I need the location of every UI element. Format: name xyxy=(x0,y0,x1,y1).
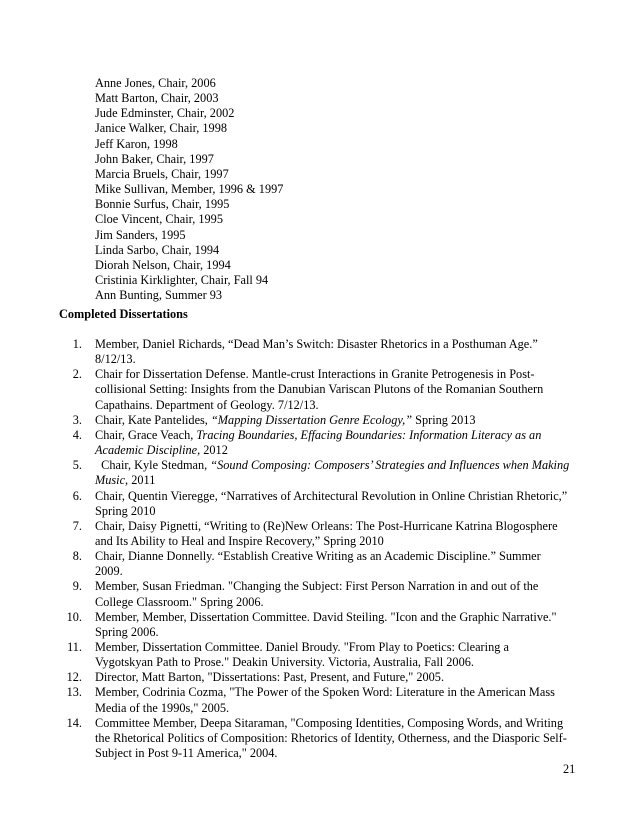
item-line: Chair for Dissertation Defense. Mantle-crust Interactions in Granite Petrogenesis in Post- xyxy=(95,367,535,382)
chair-entry: Jeff Karon, 1998 xyxy=(95,136,178,151)
item-line: and Its Ability to Heal and Inspire Recovery,” Spring 2010 xyxy=(95,533,384,548)
item-number: 8. xyxy=(72,549,82,564)
item-title: Academic Discipline, xyxy=(95,443,201,458)
chair-entry: Linda Sarbo, Chair, 1994 xyxy=(95,242,220,257)
chair-entry: Janice Walker, Chair, 1998 xyxy=(95,121,227,136)
item-number: 2. xyxy=(72,367,82,382)
item-number: 13. xyxy=(66,685,82,700)
item-line: Spring 2006. xyxy=(95,624,159,639)
item-title: Tracing Boundaries, Effacing Boundaries: Information Literacy as an xyxy=(196,427,542,442)
chair-entry: Matt Barton, Chair, 2003 xyxy=(95,91,219,106)
item-line: Member, Member, Dissertation Committee. David Steiling. "Icon and the Graphic Narrative." xyxy=(95,609,557,624)
chair-entry: Mike Sullivan, Member, 1996 & 1997 xyxy=(95,182,284,197)
item-number: 5. xyxy=(72,458,82,473)
chair-entry: Marcia Bruels, Chair, 1997 xyxy=(95,166,229,181)
item-line xyxy=(95,413,583,428)
item-number: 12. xyxy=(66,670,82,685)
chair-entry: Cloe Vincent, Chair, 1995 xyxy=(95,212,223,227)
item-number: 10. xyxy=(66,609,82,624)
item-line: Chair, Quentin Vieregge, “Narratives of Architectural Revolution in Online Christian Rhetoric,” xyxy=(95,488,568,503)
item-line: 8/12/13. xyxy=(95,352,136,367)
item-line: Director, Matt Barton, "Dissertations: Past, Present, and Future," 2005. xyxy=(95,670,445,685)
item-title: Music, xyxy=(95,473,129,488)
item-line: Member, Daniel Richards, “Dead Man’s Switch: Disaster Rhetorics in a Posthuman Age.” xyxy=(95,337,538,351)
chair-list xyxy=(95,76,283,303)
item-text: Chair, Kyle Stedman, xyxy=(95,458,211,473)
item-number: 7. xyxy=(72,518,82,533)
item-line: 2009. xyxy=(95,564,123,579)
chair-entry: Jude Edminster, Chair, 2002 xyxy=(95,106,235,121)
item-line xyxy=(95,458,583,473)
chair-entry: Anne Jones, Chair, 2006 xyxy=(95,76,216,90)
item-date: 2012 xyxy=(200,443,228,458)
chair-entry: Bonnie Surfus, Chair, 1995 xyxy=(95,197,230,212)
item-text: Chair, Grace Veach, xyxy=(95,427,197,442)
item-date: 2011 xyxy=(128,473,156,488)
item-date: Spring 2013 xyxy=(412,412,476,427)
item-number: 6. xyxy=(72,488,82,503)
page-number: 21 xyxy=(563,762,576,776)
item-number: 3. xyxy=(72,412,82,427)
item-line: Member, Codrinia Cozma, "The Power of the Spoken Word: Literature in the American Mass xyxy=(95,685,555,700)
chair-entry: Cristinia Kirklighter, Chair, Fall 94 xyxy=(95,273,269,288)
item-line: Member, Susan Friedman. "Changing the Subject: First Person Narration in and out of the xyxy=(95,579,539,594)
item-line: Media of the 1990s," 2005. xyxy=(95,700,230,715)
chair-entry: Ann Bunting, Summer 93 xyxy=(95,288,223,303)
item-line: Vygotskyan Path to Prose." Deakin University. Victoria, Australia, Fall 2006. xyxy=(95,655,474,670)
item-line: Chair, Daisy Pignetti, “Writing to (Re)New Orleans: The Post-Hurricane Katrina Blogosphere xyxy=(95,518,558,533)
item-line: Member, Dissertation Committee. Daniel Broudy. "From Play to Poetics: Clearing a xyxy=(95,640,509,654)
item-line xyxy=(95,428,583,443)
item-number: 11. xyxy=(67,640,82,654)
item-number: 9. xyxy=(72,579,82,594)
item-line: Committee Member, Deepa Sitaraman, "Composing Identities, Composing Words, and Writing xyxy=(95,715,564,730)
item-title: “Sound Composing: Composers’ Strategies and Influences when Making xyxy=(210,458,570,473)
section-title: Completed Dissertations xyxy=(59,307,188,321)
item-line: the Rhetorical Politics of Composition: Rhetorics of Identity, Otherness, and the Diasporic Self- xyxy=(95,730,567,745)
chair-entry: John Baker, Chair, 1997 xyxy=(95,151,214,166)
item-line xyxy=(95,473,583,488)
item-line: Subject in Post 9-11 America," 2004. xyxy=(95,746,278,761)
chair-entry: Jim Sanders, 1995 xyxy=(95,227,186,242)
item-line: Capathains. Department of Geology. 7/12/13. xyxy=(95,397,319,412)
item-line: collisional Setting: Insights from the Danubian Variscan Plutons of the Romanian Southern xyxy=(95,382,544,397)
item-number: 14. xyxy=(66,715,82,730)
item-text: Chair, Kate Pantelides, xyxy=(95,412,211,427)
item-number: 1. xyxy=(72,337,82,351)
item-line: Spring 2010 xyxy=(95,503,156,518)
item-title: “Mapping Dissertation Genre Ecology,” xyxy=(210,412,413,427)
chair-entry: Diorah Nelson, Chair, 1994 xyxy=(95,257,231,272)
item-number: 4. xyxy=(72,427,82,442)
item-line: College Classroom." Spring 2006. xyxy=(95,594,264,609)
item-line: Chair, Dianne Donnelly. “Establish Creative Writing as an Academic Discipline.” Summer xyxy=(95,549,541,564)
item-line xyxy=(95,443,583,458)
